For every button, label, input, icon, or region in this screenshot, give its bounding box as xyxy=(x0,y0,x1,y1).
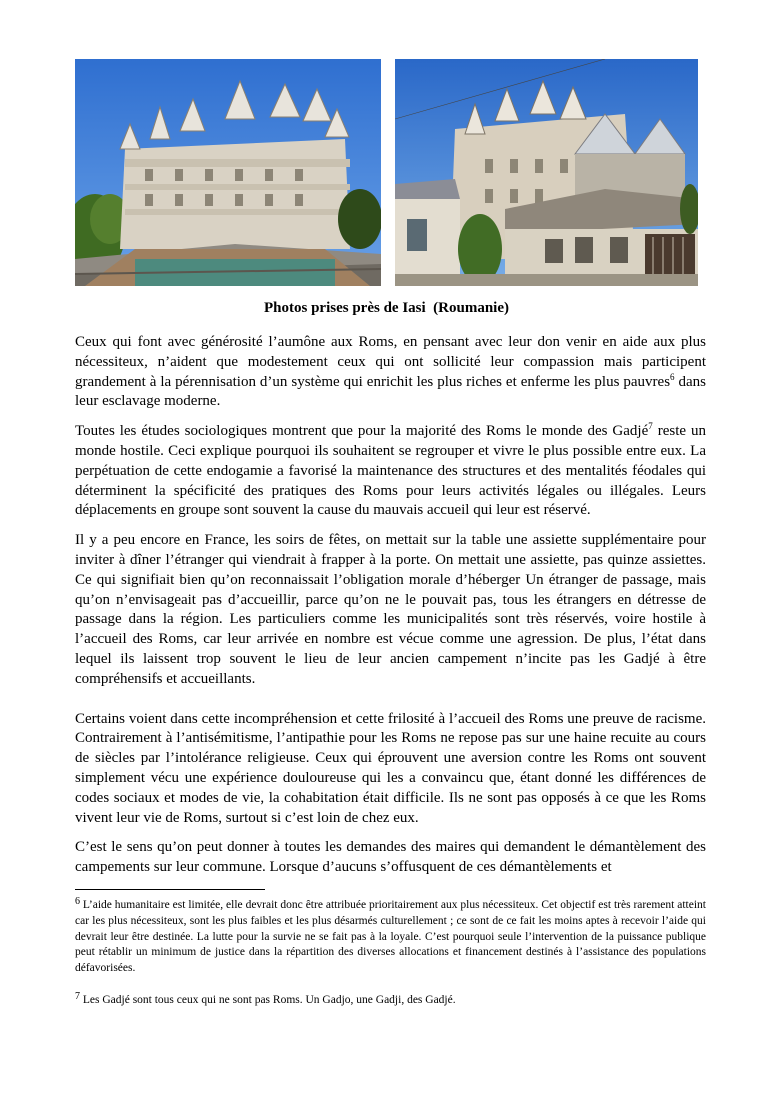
palace-courtyard-photo xyxy=(395,59,698,286)
paragraph: Certains voient dans cette incompréhension et cette frilosité à l’accueil des Roms une preuve de racisme. Contrairement à l’antisémitisme, l’antipathie pour les Roms ne repose pas sur une haine recuite au cours de siècles par l’intolérance religieuse. Ceux qui éprouvent une aversion contre les Roms ont souvent simplement vécu une expérience douloureuse qui les a convaincu que, étant donné les différences de codes sociaux et modes de vie, la cohabitation était difficile. Ils ne sont pas opposés à ce que les Roms vivent leur vie de Roms, surtout si c’est loin de chez eux. xyxy=(75,710,706,826)
article-body xyxy=(75,333,706,888)
footnote: $^7$ Les Gadjé sont tous ceux qui ne sont pas Roms. Un Gadjo, une Gadji, des Gadjé. xyxy=(75,990,456,1006)
paragraph: Ceux qui font avec générosité l’aumône aux Roms, en pensant avec leur don venir en aide aux plus nécessiteux, n’aident que modestement ceux qui ont sollicité leur compassion mais participent grandement à la pérennisation d’un système qui enrichit les plus riches et enferme les plus pauvres$^6$ dans leur esclavage moderne. xyxy=(75,334,707,410)
photo-caption: Photos prises près de Iasi (Roumanie) xyxy=(263,300,509,316)
paragraph: C’est le sens qu’on peut donner à toutes les demandes des maires qui demandent le démantèlement des campements sur leur commune. Lorsque d’aucuns s’offusquent de ces démantèlements et xyxy=(75,839,706,876)
palace-roofs-photo xyxy=(75,59,381,286)
footnote-divider xyxy=(75,889,265,890)
footnotes xyxy=(75,898,706,1009)
footnote-ref[interactable]: 7 xyxy=(648,421,653,432)
footnote: $^6$ L’aide humanitaire est limitée, elle devrait donc être attribuée prioritairement aux plus nécessiteux. Cet objectif est très rarement atteint car les plus nécessiteux, sont les plus faibles et les plus désarmés culturellement ; ce sont de ce fait les moins aptes à recevoir l’aide qui devrait leur être destinée. La lutte pour la survie ne se fait pas à la loyale. C’est pourquoi seule l’intervention de la puissance publique peut rétablir un minimum de justice dans la répartition des diverses allocations et financement destinés à l’assistance des populations défavorisées. xyxy=(75,896,706,975)
footnote-number: 6 xyxy=(75,896,80,907)
paragraph: Il y a peu encore en France, les soirs de fêtes, on mettait sur la table une assiette supplémentaire pour inviter à dîner l’étranger qui viendrait à frapper à la porte. On mettait une assiette, pas quinze assiettes. Ce qui signifiait bien qu’on reconnaissait l’obligation morale d’héberger Un étranger de passage, mais qu’on n’envisageait pas d’accueillir, parce qu’on ne le pouvait pas, tous les étrangers en détresse de passage dans la région. Les particuliers comme les municipalités sont très réservés, voire hostile à l’accueil des Roms, car leur arrivée en nombre est vécue comme une agression. De plus, l’état dans lequel ils laissent trop souvent le lieu de leur ancien campement n’incite pas les Gadjé à être compréhensifs et accueillants. xyxy=(75,532,706,687)
paragraph: Toutes les études sociologiques montrent que pour la majorité des Roms le monde des Gadjé$^7$ reste un monde hostile. Ceci explique pourquoi ils souhaitent se regrouper et vivre le plus possible entre eux. La perpétuation de cette endogamie a favorisé la maintenance des structures et des mentalités féodales qui déterminent la spécificité des pratiques des Roms pour leurs activités légales ou illégales. Leurs déplacements en groupe sont souvent la cause du mauvais accueil qui leur est réservé. xyxy=(75,421,706,519)
footnote-ref[interactable]: 6 xyxy=(670,371,675,382)
footnote-number: 7 xyxy=(75,990,80,1002)
